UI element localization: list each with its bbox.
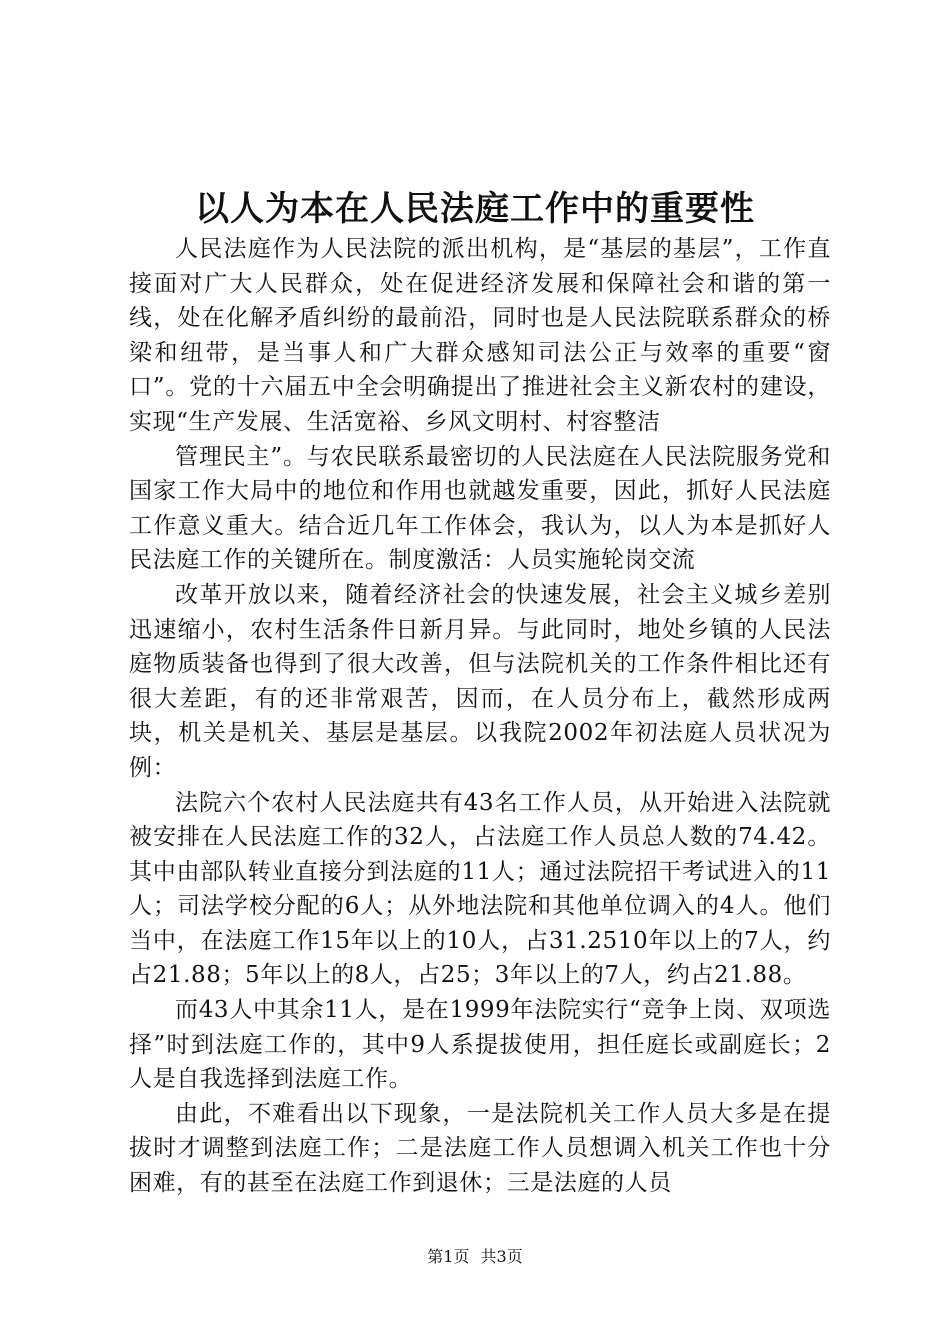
paragraph: 而43人中其余11人，是在1999年法院实行“竞争上岗、双项选择”时到法庭工作的，其中9人系提拔使用，担任庭长或副庭长；2人是自我选择到法庭工作。 <box>129 997 831 1093</box>
paragraph: 法院六个农村人民法庭共有43名工作人员，从开始进入法院就被安排在人民法庭工作的32人，占法庭工作人员总人数的74.42。其中由部队转业直接分到法庭的11人；通过法院招干考试进入的11人；司法学校分配的6人；从外地法院和其他单位调入的4人。他们当中，在法庭工作15年以上的10人，占31.2510年以上的7人，约占21.88；5年以上的8人，占25；3年以上的7人，约占21.88。 <box>129 789 831 989</box>
paragraph: 改革开放以来，随着经济社会的快速发展，社会主义城乡差别迅速缩小，农村生活条件日新月异。与此同时，地处乡镇的人民法庭物质装备也得到了很大改善，但与法院机关的工作条件相比还有很大差距，有的还非常艰苦，因而，在人员分布上，截然形成两块，机关是机关、基层是基层。以我院2002年初法庭人员状况为例： <box>129 581 831 781</box>
page-number-current: 第1页 <box>427 1247 470 1266</box>
page-footer <box>0 1245 950 1269</box>
paragraph: 由此，不难看出以下现象，一是法院机关工作人员大多是在提拔时才调整到法庭工作；二是法庭工作人员想调入机关工作也十分困难，有的甚至在法庭工作到退休；三是法庭的人员 <box>129 1100 831 1197</box>
document-body <box>129 232 831 1201</box>
document-title: 以人为本在人民法庭工作中的重要性 <box>195 189 755 229</box>
paragraph: 人民法庭作为人民法院的派出机构，是“基层的基层”，工作直接面对广大人民群众，处在促进经济发展和保障社会和谐的第一线，处在化解矛盾纠纷的最前沿，同时也是人民法院联系群众的桥梁和纽带，是当事人和广大群众感知司法公正与效率的重要“窗口”。党的十六届五中全会明确提出了推进社会主义新农村的建设，实现“生产发展、生活宽裕、乡风文明村、村容整洁 <box>129 236 831 435</box>
paragraph: 管理民主”。与农民联系最密切的人民法庭在人民法院服务党和国家工作大局中的地位和作用也就越发重要，因此，抓好人民法庭工作意义重大。结合近几年工作体会，我认为，以人为本是抓好人民法庭工作的关键所在。制度激活：人员实施轮岗交流 <box>129 443 831 574</box>
page-number-total: 共3页 <box>480 1247 523 1266</box>
